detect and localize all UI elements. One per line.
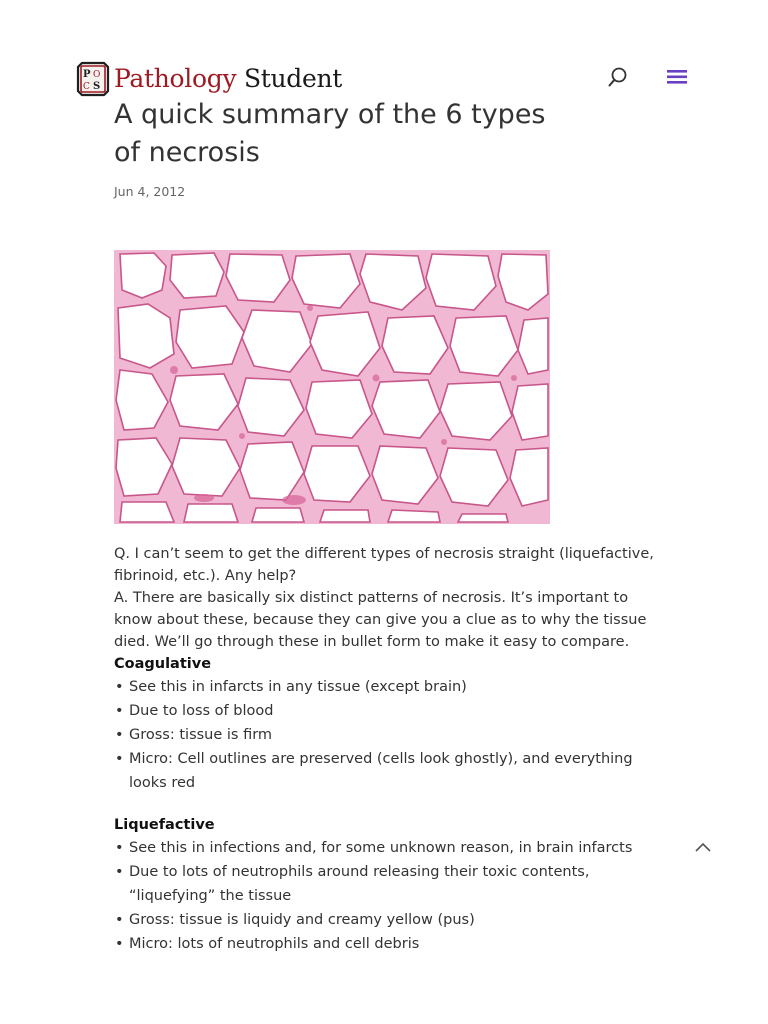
logo-word-student: Student [243, 64, 343, 93]
bullet-icon: • [115, 840, 124, 856]
section-liquefactive [114, 814, 659, 956]
svg-text:C: C [83, 82, 90, 92]
site-logo-link[interactable] [76, 61, 342, 97]
chevron-up-icon [693, 839, 713, 855]
bullet-icon: • [115, 727, 124, 743]
section-spacer [114, 795, 659, 814]
list-item [114, 932, 659, 956]
list-item-text: Gross: tissue is liquidy and creamy yellow (pus) [129, 912, 475, 928]
bullet-icon: • [115, 703, 124, 719]
list-item [114, 860, 659, 908]
list-item [114, 723, 659, 747]
hamburger-menu-icon [665, 66, 689, 88]
menu-button[interactable] [665, 66, 689, 88]
list-item [114, 675, 659, 699]
section-coagulative [114, 653, 659, 795]
list-item [114, 699, 659, 723]
scroll-to-top-button[interactable] [693, 839, 713, 855]
bullet-list [114, 836, 659, 956]
svg-text:S: S [93, 81, 101, 92]
site-header [0, 0, 768, 100]
search-icon [607, 66, 629, 90]
list-item [114, 747, 659, 795]
bullet-list [114, 675, 659, 795]
question-paragraph: Q. I can’t seem to get the different types of necrosis straight (liquefactive, fibrinoid, etc.). Any help? [114, 546, 654, 584]
logo-word-pathology: Pathology [114, 64, 237, 93]
list-item [114, 908, 659, 932]
list-item-text: Micro: lots of neutrophils and cell debris [129, 936, 420, 952]
svg-text:O: O [93, 70, 101, 80]
list-item-text: Due to lots of neutrophils around releasing their toxic contents, “liquefying” the tissue [129, 864, 590, 904]
bullet-icon: • [115, 864, 124, 880]
search-button[interactable] [607, 66, 629, 90]
list-item-text: Micro: Cell outlines are preserved (cells look ghostly), and everything looks red [129, 751, 633, 791]
svg-text:P: P [83, 69, 91, 80]
bullet-icon: • [115, 679, 124, 695]
article-title: A quick summary of the 6 types of necrosis [114, 99, 546, 168]
list-item-text: See this in infarcts in any tissue (except brain) [129, 679, 467, 695]
bullet-icon: • [115, 912, 124, 928]
answer-paragraph: A. There are basically six distinct patterns of necrosis. It’s important to know about these, because they can give you a clue as to why the tissue died. We’ll go through these in bullet form to make it easy to compare. [114, 590, 647, 650]
adipose-tissue-micrograph [114, 250, 550, 524]
logo-icon [76, 61, 110, 97]
list-item [114, 836, 659, 860]
list-item-text: Due to loss of blood [129, 703, 274, 719]
list-item-text: See this in infections and, for some unknown reason, in brain infarcts [129, 840, 633, 856]
bullet-icon: • [115, 936, 124, 952]
logo-wordmark [114, 61, 342, 97]
section-heading: Liquefactive [114, 817, 215, 833]
article-date: Jun 4, 2012 [114, 184, 186, 199]
bullet-icon: • [115, 751, 124, 767]
list-item-text: Gross: tissue is firm [129, 727, 273, 743]
section-heading: Coagulative [114, 656, 212, 672]
article-body [114, 543, 659, 956]
